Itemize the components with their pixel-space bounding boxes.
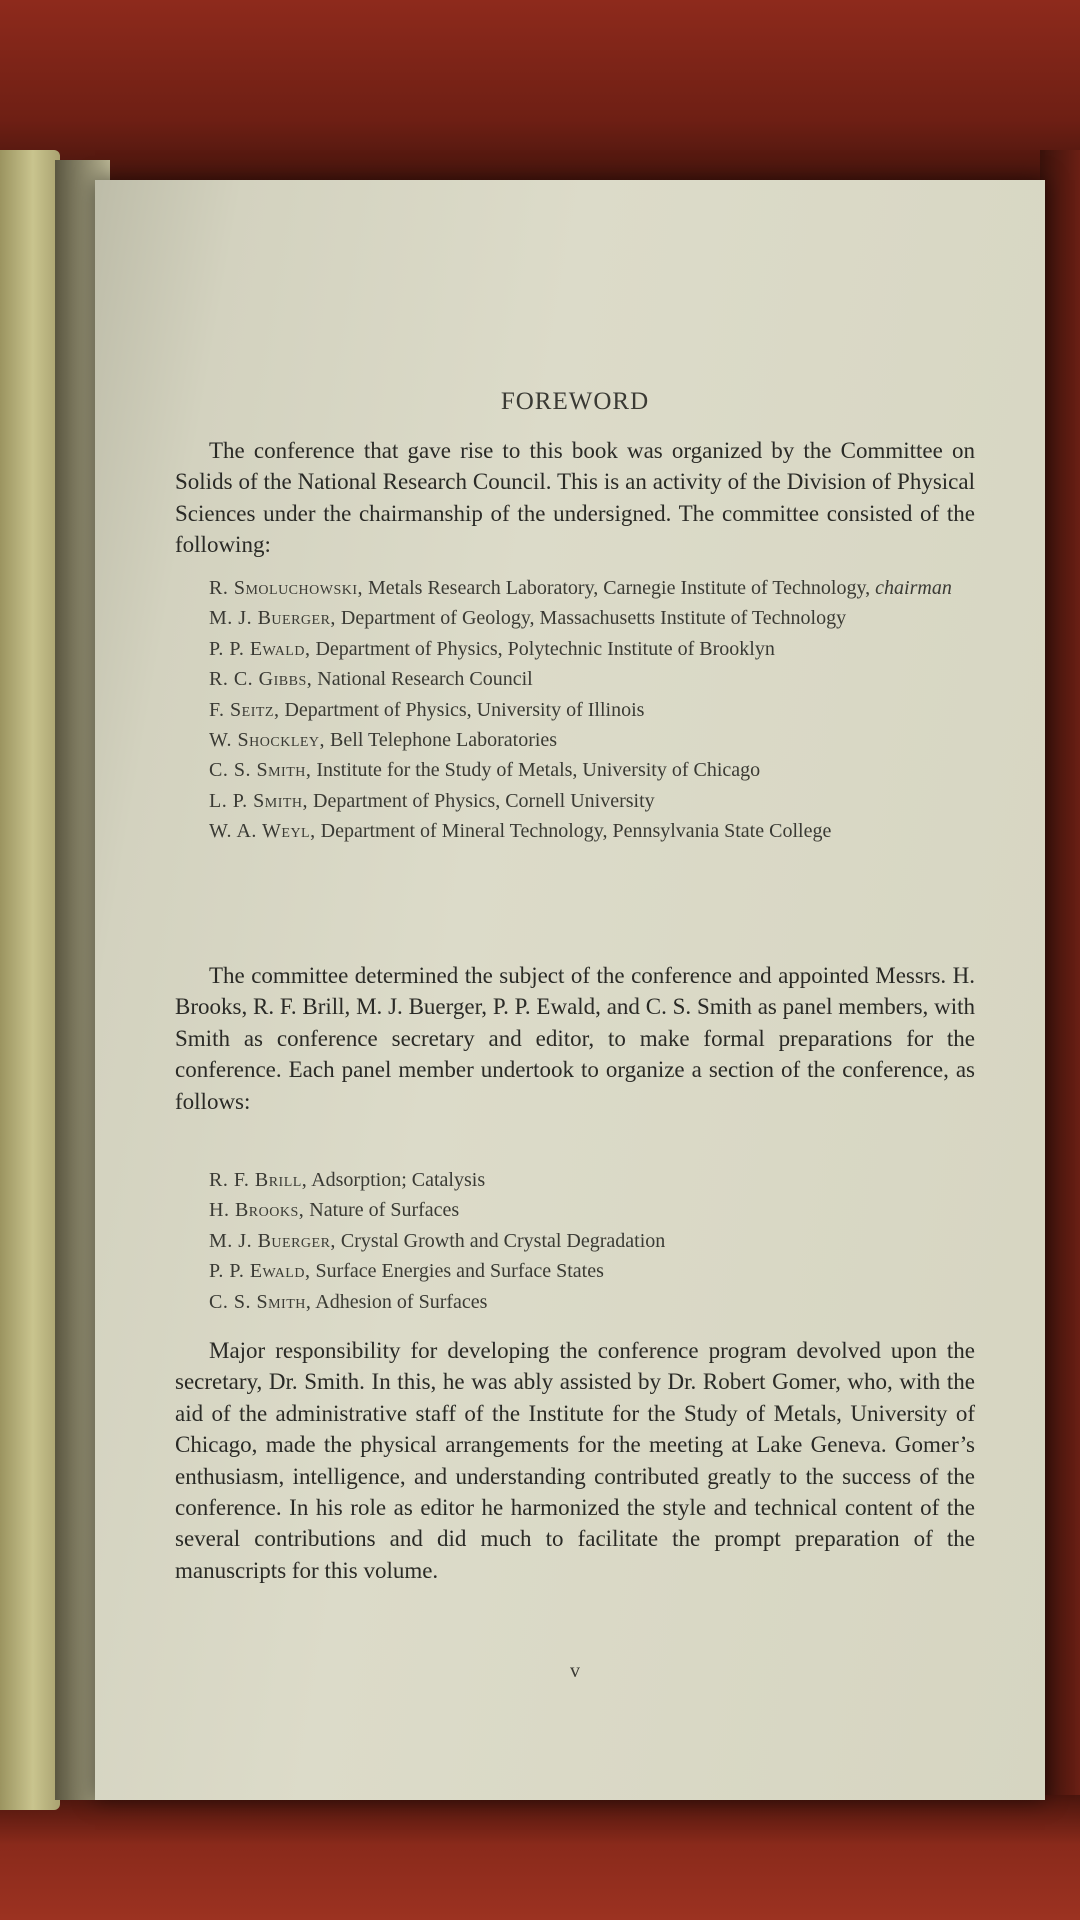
member-name: F. Seitz,	[209, 698, 280, 721]
section-organizer: M. J. Buerger,	[209, 1229, 336, 1252]
section-item	[175, 1195, 975, 1225]
committee-member	[175, 634, 975, 664]
section-organizer: C. S. Smith,	[209, 1290, 312, 1313]
committee-member	[175, 603, 975, 633]
member-name: P. P. Ewald,	[209, 637, 311, 660]
member-affiliation: Department of Physics, Polytechnic Institute of Brooklyn	[310, 637, 775, 660]
section-item	[175, 1226, 975, 1256]
member-affiliation: National Research Council	[312, 668, 533, 691]
section-organizer: P. P. Ewald,	[209, 1260, 311, 1283]
member-name: C. S. Smith,	[209, 759, 312, 782]
committee-member	[175, 816, 975, 846]
committee-member	[175, 725, 975, 755]
committee-member	[175, 755, 975, 785]
member-name: M. J. Buerger,	[209, 607, 336, 630]
section-topic: Crystal Growth and Crystal Degradation	[335, 1229, 666, 1252]
section-item	[175, 1256, 975, 1286]
section-organizer: H. Brooks,	[209, 1199, 305, 1222]
section-item	[175, 1165, 975, 1195]
intro-paragraph: The conference that gave rise to this book was organized by the Committee on Solids of the National Research Council. This is an activity of the Division of Physical Sciences under the chairmanship of the undersigned. The committee consisted of the following:	[175, 438, 975, 558]
page-title: FOREWORD	[500, 388, 650, 415]
page-number: v	[570, 1660, 580, 1682]
section-topic: Nature of Surfaces	[304, 1199, 460, 1222]
member-affiliation: Department of Physics, Cornell University	[308, 789, 655, 812]
facing-page-edge	[0, 150, 60, 1810]
member-affiliation: Department of Physics, University of Illinois	[279, 698, 645, 721]
background-bottom	[0, 1795, 1080, 1920]
member-affiliation: Bell Telephone Laboratories	[325, 729, 558, 752]
member-name: L. P. Smith,	[209, 789, 309, 812]
member-affiliation: Department of Geology, Massachusetts Institute of Technology	[335, 607, 847, 630]
section-organizer: R. F. Brill,	[209, 1169, 308, 1191]
committee-member	[175, 573, 975, 603]
member-affiliation: Metals Research Laboratory, Carnegie Institute of Technology,	[363, 577, 876, 599]
background-right	[1040, 150, 1080, 1810]
sections-list	[175, 1165, 975, 1317]
section-item	[175, 1287, 975, 1317]
book-page	[95, 180, 1045, 1800]
committee-member	[175, 786, 975, 816]
panel-paragraph: The committee determined the subject of the conference and appointed Messrs. H. Brooks, R. F. Brill, M. J. Buerger, P. P. Ewald, and C. S. Smith as panel members, with Smith as conference secretary and editor, to make formal preparations for the conference. Each panel member undertook to organize a section of the conference, as follows:	[175, 963, 975, 1114]
member-name: W. A. Weyl,	[209, 820, 316, 843]
member-name: R. Smoluchowski,	[209, 577, 364, 599]
member-role: chairman	[875, 577, 952, 599]
section-topic: Adsorption; Catalysis	[307, 1169, 486, 1191]
member-affiliation: Institute for the Study of Metals, University of Chicago	[311, 759, 761, 782]
committee-member	[175, 664, 975, 694]
member-affiliation: Department of Mineral Technology, Pennsylvania State College	[315, 820, 832, 843]
committee-list	[175, 573, 975, 847]
background-top	[0, 0, 1080, 200]
section-topic: Adhesion of Surfaces	[311, 1290, 488, 1313]
committee-member	[175, 695, 975, 725]
acknowledgement-paragraph: Major responsibility for developing the conference program devolved upon the secretary, Dr. Smith. In this, he was ably assisted by Dr. Robert Gomer, who, with the aid of the administrative staff of the Institute for the Study of Metals, University of Chicago, made the physical arrangements for the meeting at Lake Geneva. Gomer’s enthusiasm, intelligence, and understanding contributed greatly to the success of the conference. In his role as editor he harmonized the style and technical content of the several contributions and did much to facilitate the prompt preparation of the manuscripts for this volume.	[175, 1338, 975, 1583]
member-name: W. Shockley,	[209, 729, 326, 752]
member-name: R. C. Gibbs,	[209, 668, 313, 691]
section-topic: Surface Energies and Surface States	[310, 1260, 604, 1283]
